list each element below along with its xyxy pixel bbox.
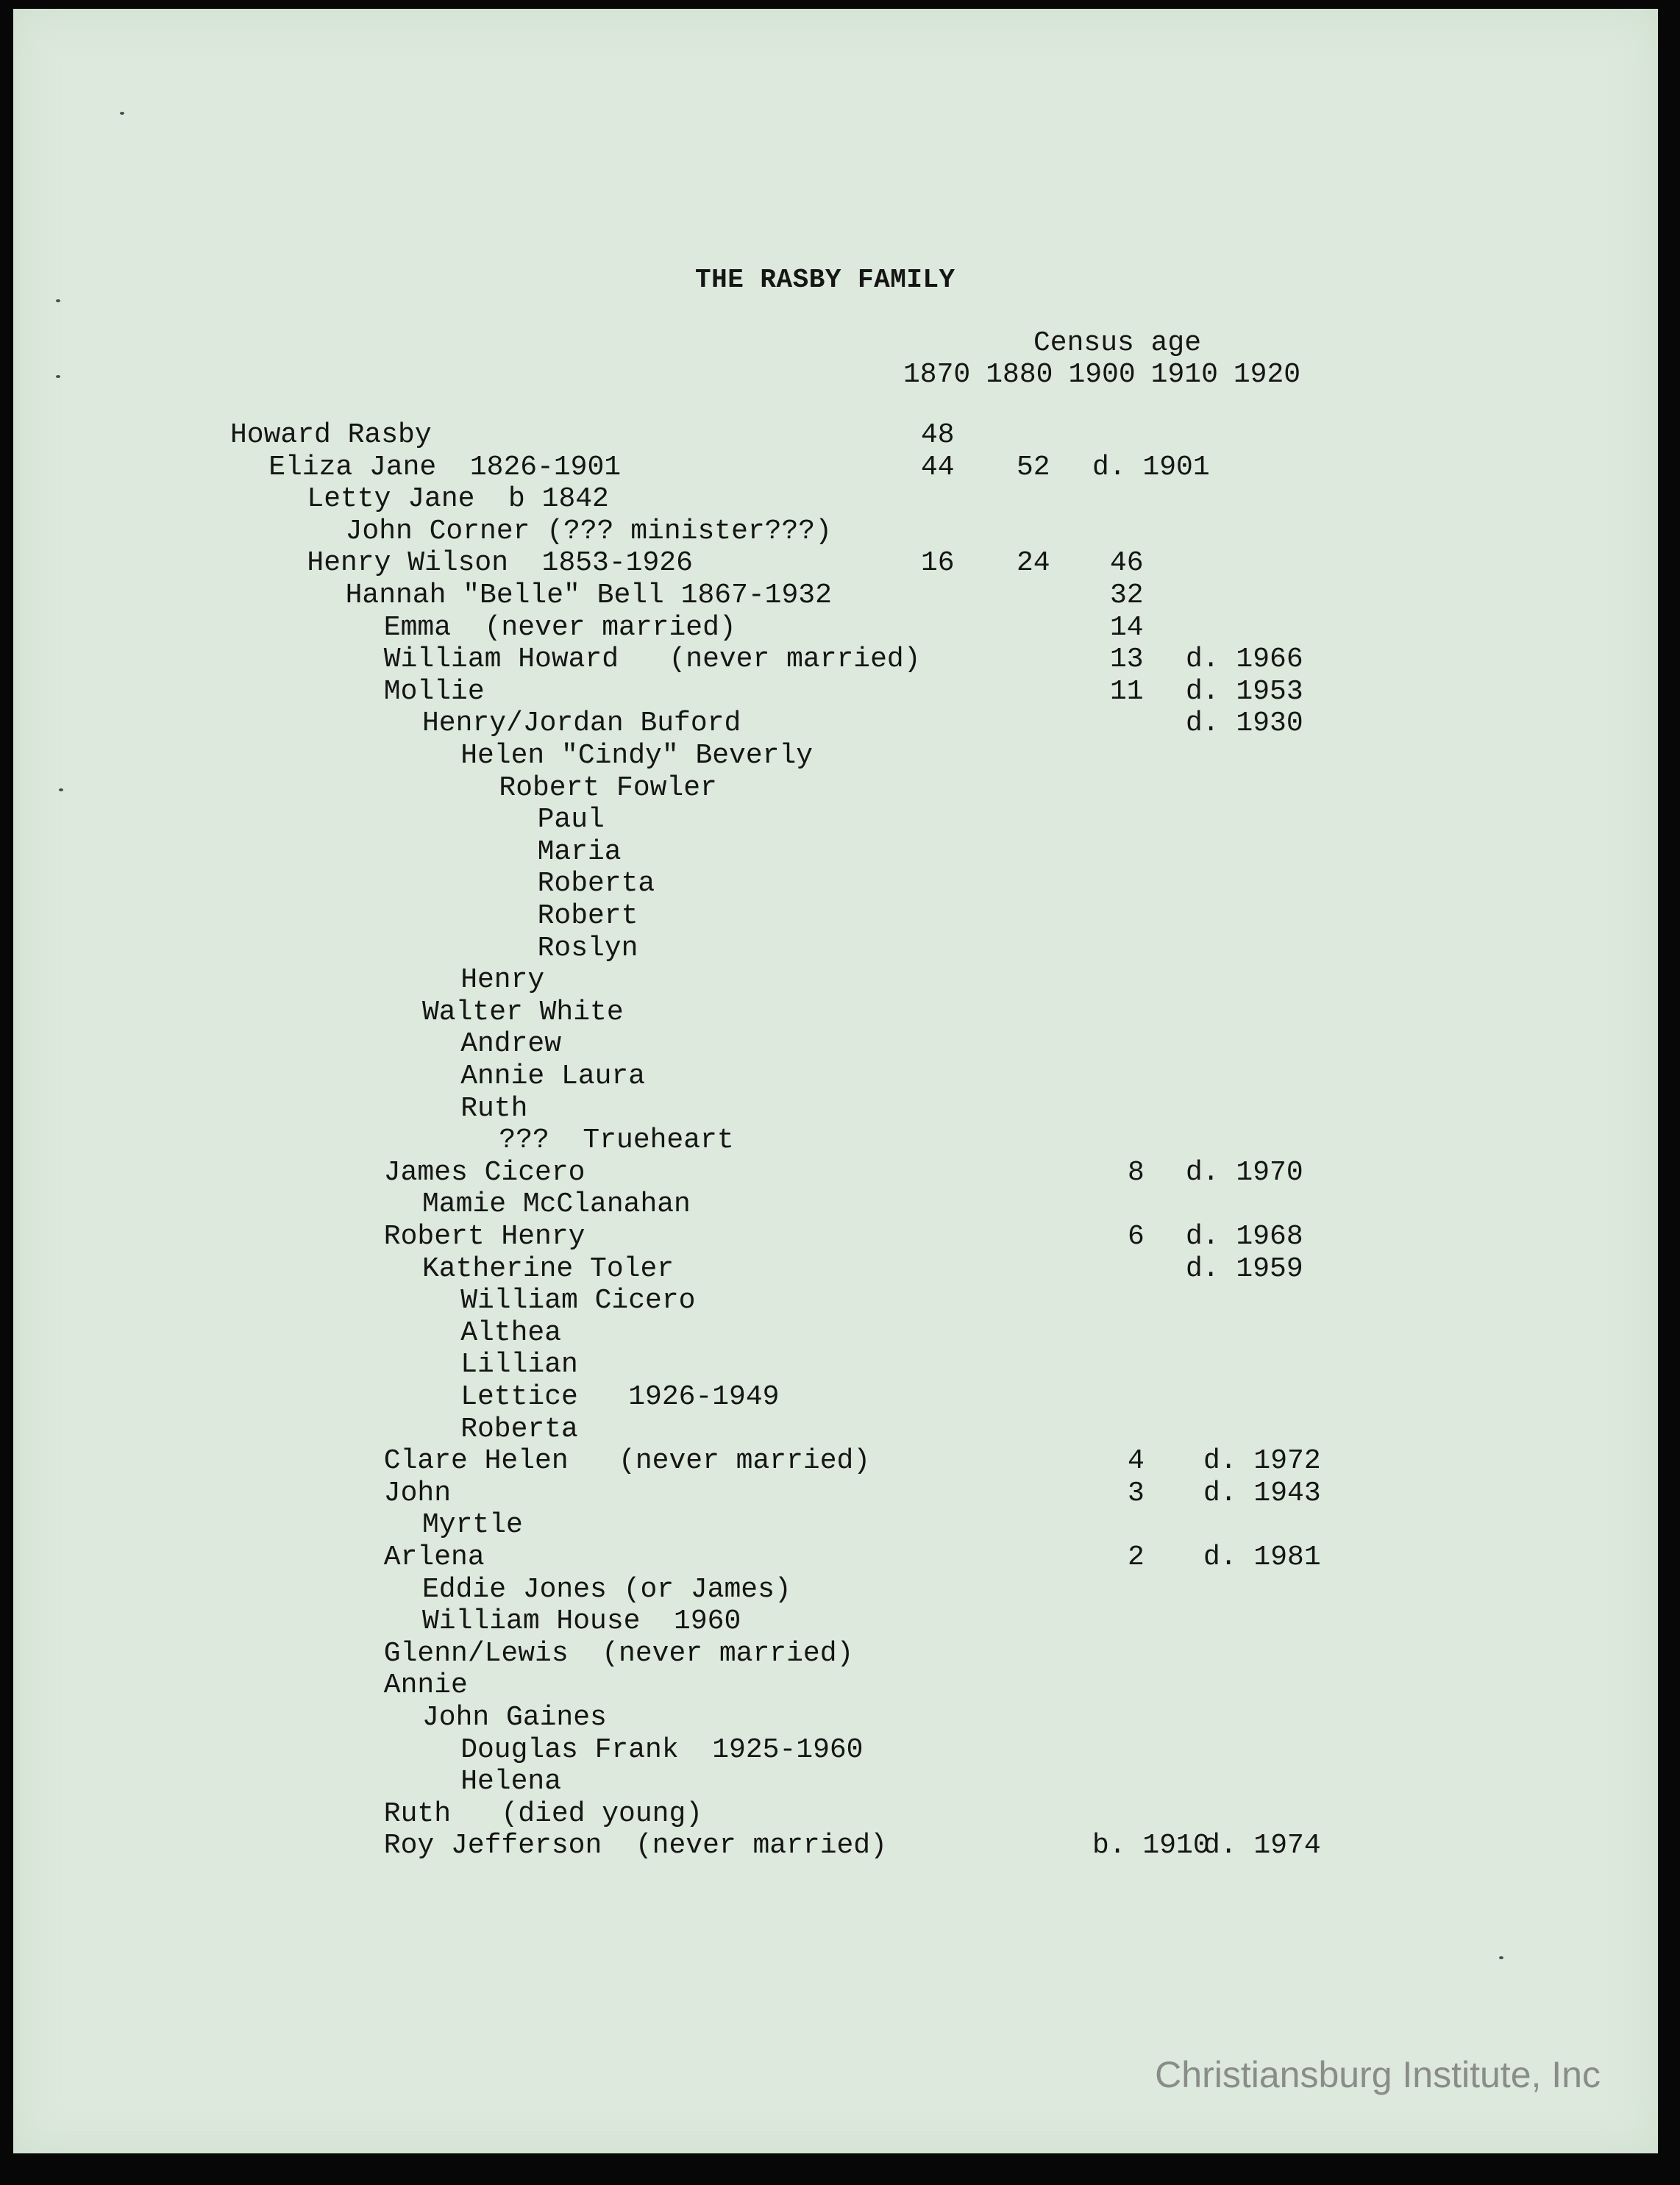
family-member-name: Letty Jane b 1842 — [307, 483, 609, 516]
family-entry-row — [0, 1253, 1680, 1286]
census-1900-value: 6 — [1128, 1221, 1145, 1252]
family-member-name: Katherine Toler — [422, 1252, 675, 1285]
family-entry-row — [0, 1702, 1680, 1734]
family-entry-row — [0, 1285, 1680, 1317]
family-entry-row — [0, 452, 1680, 484]
census-1900-value: 8 — [1128, 1156, 1145, 1188]
census-1870-value: 48 — [921, 419, 955, 451]
family-entry-row — [0, 1734, 1680, 1767]
family-member-name: John — [383, 1477, 452, 1509]
census-1910-value: d. 1959 — [1186, 1252, 1303, 1285]
census-1900-value: 14 — [1110, 611, 1144, 644]
family-entry-row — [0, 1605, 1680, 1638]
census-1920-value: d. 1972 — [1203, 1445, 1321, 1478]
family-entry-row — [0, 804, 1680, 836]
family-member-name: Ruth (died young) — [383, 1797, 703, 1830]
family-member-name: Clare Helen (never married) — [383, 1445, 871, 1478]
family-member-name: William House 1960 — [422, 1605, 741, 1638]
family-member-name: Henry/Jordan Buford — [422, 707, 741, 740]
family-member-name: Robert — [537, 900, 638, 932]
family-member-name: Henry Wilson 1853-1926 — [307, 547, 693, 580]
family-member-name: William Howard (never married) — [383, 644, 921, 676]
census-1900-value: 13 — [1110, 644, 1144, 676]
family-entry-row — [0, 1381, 1680, 1414]
census-age-header: Census age — [1033, 327, 1202, 359]
family-entry-row — [0, 1124, 1680, 1157]
family-member-name: Emma (never married) — [383, 611, 736, 644]
family-member-name: Ruth — [460, 1092, 528, 1124]
family-entry-row — [0, 900, 1680, 933]
census-year-1880: 1880 — [986, 359, 1053, 391]
family-member-name: Eliza Jane 1826-1901 — [268, 451, 622, 483]
family-member-name: Henry — [460, 964, 545, 997]
family-entry-row — [0, 1574, 1680, 1606]
family-entry-row — [0, 1541, 1680, 1574]
family-entry-row — [0, 1414, 1680, 1446]
family-entry-row — [0, 1349, 1680, 1381]
family-member-name: Lettice 1926-1949 — [460, 1381, 780, 1413]
family-entry-row — [0, 1445, 1680, 1478]
family-entry-row — [0, 997, 1680, 1029]
family-member-name: Mollie — [383, 675, 485, 707]
family-member-name: Maria — [537, 835, 622, 868]
family-entry-row — [0, 836, 1680, 869]
census-year-1900: 1900 — [1068, 359, 1136, 391]
census-1900-value: 2 — [1128, 1541, 1145, 1573]
family-member-name: Roberta — [460, 1413, 578, 1445]
family-entry-row — [0, 1638, 1680, 1670]
census-1910-value: d. 1953 — [1186, 675, 1303, 707]
family-entry-row — [0, 1188, 1680, 1221]
family-entry-row — [0, 1157, 1680, 1189]
family-member-name: Hannah "Belle" Bell 1867-1932 — [345, 580, 832, 611]
family-member-name: Howard Rasby — [230, 419, 432, 451]
census-1920-value: d. 1981 — [1203, 1541, 1321, 1573]
census-1910-value: d. 1966 — [1186, 644, 1303, 676]
census-1880-value: 52 — [1017, 451, 1050, 483]
family-entry-row — [0, 1317, 1680, 1350]
census-1880-value: 24 — [1017, 547, 1050, 580]
family-entry-row — [0, 547, 1680, 580]
family-member-name: Roy Jefferson (never married) — [383, 1830, 887, 1862]
family-entry-row — [0, 419, 1680, 452]
family-entry-row — [0, 1798, 1680, 1831]
census-1900-value: 32 — [1110, 580, 1144, 611]
census-1870-value: 44 — [921, 451, 955, 483]
family-member-name: Myrtle — [422, 1509, 523, 1541]
family-member-name: Annie — [383, 1669, 468, 1702]
family-member-name: Douglas Frank 1925-1960 — [460, 1733, 864, 1766]
family-entry-row — [0, 1093, 1680, 1125]
census-1910-value: d. 1970 — [1186, 1156, 1303, 1188]
family-entry-row — [0, 676, 1680, 708]
family-member-name: Lillian — [460, 1349, 578, 1381]
family-member-name: Roslyn — [537, 932, 638, 964]
family-member-name: Paul — [537, 804, 605, 836]
watermark: Christiansburg Institute, Inc — [1155, 2054, 1601, 2095]
census-1920-value: d. 1943 — [1203, 1477, 1321, 1509]
family-member-name: Mamie McClanahan — [422, 1188, 691, 1221]
family-member-name: Helen "Cindy" Beverly — [460, 740, 814, 771]
family-entry-row — [0, 1830, 1680, 1862]
family-member-name: John Corner (??? minister???) — [345, 515, 832, 547]
family-member-name: Glenn/Lewis (never married) — [383, 1637, 854, 1669]
census-year-1920: 1920 — [1233, 359, 1301, 391]
family-member-name: Andrew — [460, 1028, 562, 1061]
family-member-name: Annie Laura — [460, 1061, 646, 1092]
family-member-name: Helena — [460, 1766, 562, 1798]
family-entry-row — [0, 612, 1680, 644]
family-entry-row — [0, 964, 1680, 997]
family-member-name: James Cicero — [383, 1156, 585, 1188]
family-member-name: Althea — [460, 1316, 562, 1349]
census-1900-value: 3 — [1128, 1477, 1145, 1509]
family-entry-row — [0, 868, 1680, 900]
census-1900-value: 46 — [1110, 547, 1144, 580]
family-entry-row — [0, 1061, 1680, 1093]
census-1910-value: d. 1930 — [1186, 707, 1303, 740]
family-member-name: William Cicero — [460, 1285, 696, 1317]
family-entry-row — [0, 516, 1680, 548]
family-entry-row — [0, 483, 1680, 516]
census-1870-value: 16 — [921, 547, 955, 580]
census-1900-value: 11 — [1110, 675, 1144, 707]
family-entry-row — [0, 772, 1680, 805]
family-entry-row — [0, 707, 1680, 740]
family-entry-row — [0, 1478, 1680, 1510]
family-entry-row — [0, 1221, 1680, 1253]
census-1900-value: 4 — [1128, 1445, 1145, 1478]
family-member-name: ??? Trueheart — [499, 1124, 734, 1157]
family-entry-row — [0, 1028, 1680, 1061]
census-1900-value: d. 1901 — [1092, 451, 1210, 483]
family-entry-row — [0, 1669, 1680, 1702]
family-entry-row — [0, 740, 1680, 772]
census-year-1910: 1910 — [1150, 359, 1218, 391]
family-entry-row — [0, 1509, 1680, 1541]
family-member-name: John Gaines — [422, 1702, 607, 1733]
document-title: THE RASBY FAMILY — [695, 265, 955, 295]
family-entry-row — [0, 644, 1680, 676]
census-1920-value: d. 1974 — [1203, 1830, 1321, 1862]
family-member-name: Walter White — [422, 996, 624, 1028]
family-member-name: Roberta — [537, 868, 655, 900]
family-entry-row — [0, 1766, 1680, 1798]
census-1900-value: b. 1910 — [1092, 1830, 1210, 1862]
family-entry-row — [0, 933, 1680, 965]
family-member-name: Robert Fowler — [499, 771, 717, 804]
family-member-name: Robert Henry — [383, 1221, 585, 1252]
family-member-name: Arlena — [383, 1541, 485, 1573]
family-member-name: Eddie Jones (or James) — [422, 1573, 791, 1605]
census-year-1870: 1870 — [903, 359, 971, 391]
family-entry-row — [0, 580, 1680, 612]
census-1910-value: d. 1968 — [1186, 1221, 1303, 1252]
